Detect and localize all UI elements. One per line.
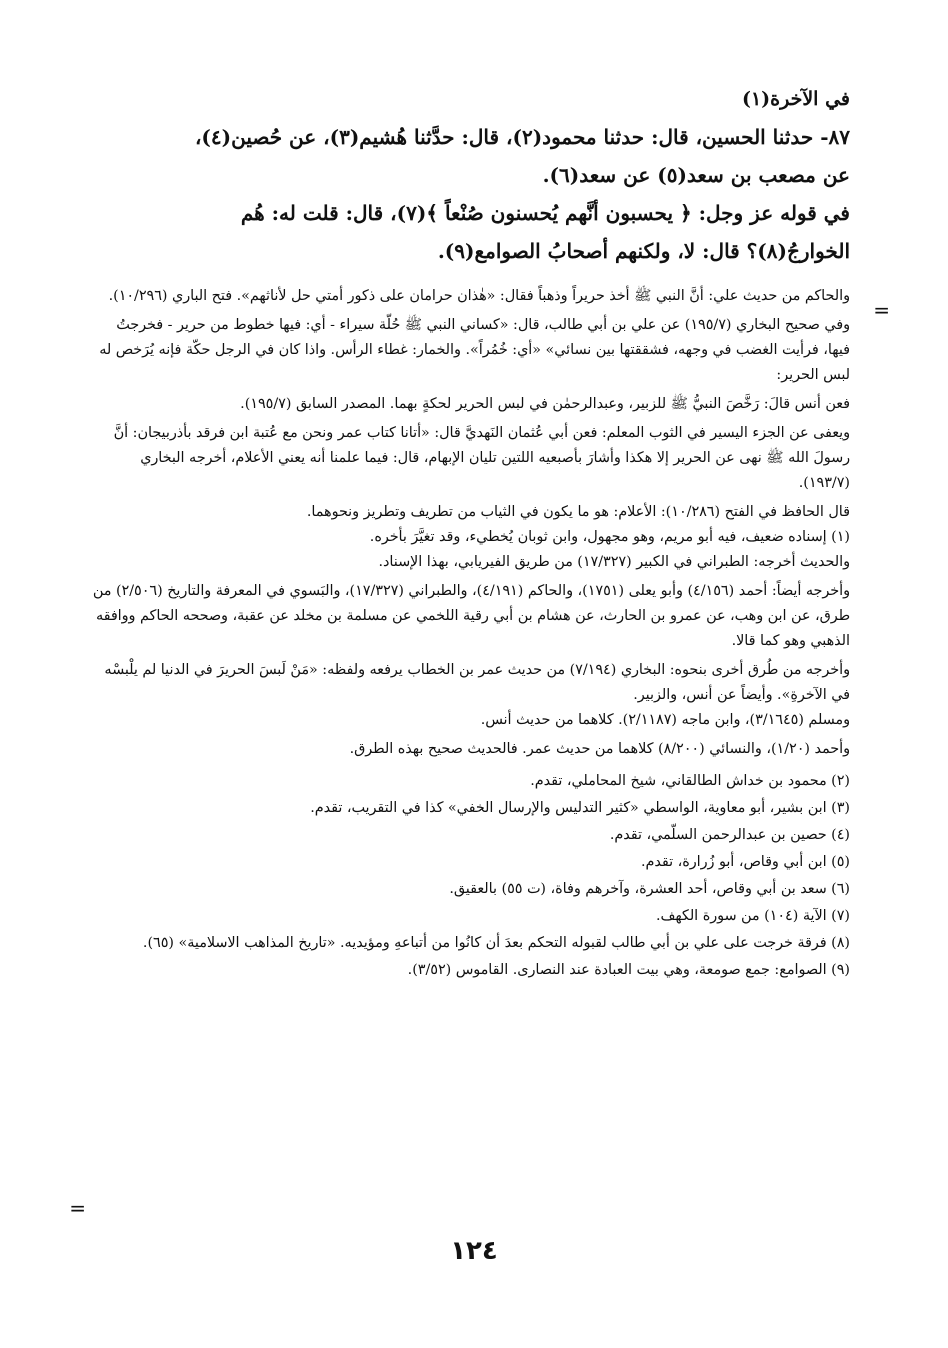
footnote-paragraph: وأخرجه من طُرق أخرى بنحوه: البخاري (٧/١٩٤) من حديث عمر بن الخطاب يرفعه ولفظه: «مَنْ لَبسَ الحريرَ في الدنيا لم يلْبسْه في الآخرةِ». وأيضاً عن أنس، والزبير. [104,662,850,703]
footnote-paragraph: وأخرجه أيضاً: أحمد (٤/١٥٦) وأبو يعلى (١٧٥١)، والحاكم (٤/١٩١)، والطبراني (١٧/٣٢٧)، والبَسوي في المعرفة والتاريخ (٢/٥٠٦) من طرق، عن ابن وهب، عن عمرو بن الحارث، عن هشام بن أبي رقية اللخمي عن مسلمة بن مخلد عن عقبة، وصححه الحاكم ووافقه الذهبي وهو كما قالا. [92,583,850,649]
note-item: (٩) الصوامع: جمع صومعة، وهي بيت العبادة عند النصارى. القاموس (٣/٥٢). [407,962,850,978]
hadith-line-3: في قوله عز وجل: ﴿ يحسبون أنَّهم يُحسنون صُنْعاً ﴾(٧)، قال: قلت له: هُم [240,201,850,225]
top-line: في الآخرة(١) [741,88,850,110]
note-item: (٣) ابن بشير، أبو معاوية، الواسطي «كثير التدليس والإرسال الخفي» كذا في التقريب، تقدم. [310,800,850,816]
footnote-paragraph: ويعفى عن الجزء اليسير في الثوب المعلم: فعن أبي عُثمان النَهديَّ قال: «أتانا كتاب عمر ونحن مع عُتبة ابن فرقد بأذربيجان: أنَّ رسولَ الله ﷺ نهى عن الحرير إلا هكذا وأشارَ بأصبعيه اللتين تليان الإبهام، قال: فيما علمنا أنه يعني الأعلام، أخرجه البخاري (١٩٣/٧). [113,425,850,491]
footnote-paragraph: قال الحافظ في الفتح (١٠/٢٨٦): الأعلام: هو ما يكون في الثياب من تطريف وتطريز ونحوهما. [306,504,850,520]
main-text-block [90,80,850,270]
footnote-paragraph: فعن أنس قالَ: رَخَّصَ النبيُّ ﷺ للزبير، وعبدالرحمٰن في لبس الحرير لحكةٍ بهما. المصدر السابق (١٩٥/٧). [240,396,850,412]
footnote-paragraph: (١) إسناده ضعيف، فيه أبو مريم، وهو مجهول، وابن ثوبان يُخطيء، وقد تغيَّرَ بأخره. [369,529,850,545]
footnote-paragraph: ومسلم (٣/١٦٤٥)، وابن ماجه (٢/١١٨٧). كلاهما من حديث أنس. [480,712,850,728]
note-item: (٦) سعد بن أبي وقاص، أحد العشرة، وآخرهم وفاة، (ت ٥٥) بالعقيق. [449,881,850,897]
hadith-line-2: عن مصعب بن سعد(٥) عن سعد(٦). [542,163,850,187]
footnote-continuation-mark-top: = [873,298,890,322]
hadith-line-1: ٨٧- حدثنا الحسين، قال: حدثنا محمود(٢)، قال: حدَّثنا هُشيم(٣)، عن حُصين(٤)، [194,125,850,149]
footnote-block [90,284,850,762]
note-item: (٤) حصين بن عبدالرحمن السلّمي، تقدم. [609,827,850,843]
note-item: (٧) الآية (١٠٤) من سورة الكهف. [656,908,850,924]
hadith-line-4: الخوارجُ(٨)؟ قال: لا، ولكنهم أصحابُ الصوامع(٩). [437,239,850,263]
footnote-paragraph: والحاكم من حديث علي: أنَّ النبي ﷺ أخذ حريراً وذهباً فقال: «هٰذان حرامان على ذكور أمتي حل لأناثهم». فتح الباري (١٠/٢٩٦). [108,288,850,304]
document-page [90,80,850,984]
footnote-continuation-mark-bottom: = [69,1196,86,1220]
note-item: (٢) محمود بن خداش الطالقاني، شيخ المحاملي، تقدم. [530,773,850,789]
note-item: (٥) ابن أبي وقاص، أبو زُرارة، تقدم. [640,854,850,870]
notes-list [90,768,850,984]
footnote-paragraph: وأحمد (١/٢٠)، والنسائي (٨/٢٠٠) كلاهما من حديث عمر. فالحديث صحيح بهذه الطرق. [349,741,850,757]
footnote-paragraph: والحديث أخرجه: الطبراني في الكبير (١٧/٣٢٧) من طريق الفيريابي، بهذا الإسناد. [378,554,850,570]
note-item: (٨) فرقة خرجت على علي بن أبي طالب لقبوله التحكم بعدَ أن كانُوا من أتباعهِ ومؤيديه. «تاريخ المذاهب الاسلامية» (٦٥). [142,935,850,951]
footnote-paragraph: وفي صحيح البخاري (١٩٥/٧) عن علي بن أبي طالب، قال: «كساني النبي ﷺ حُلّة سيراء - أي: فيها خطوط من حرير - فخرجتُ فيها، فرأيت الغضب في وجهه، فشققتها بين نسائي» «أي: خُمُراً». والخمار: غطاء الرأس. واذا كان في الرجل حكّة فإنه يُرَخص له لبس الحرير: [99,317,850,383]
page-number: ١٢٤ [450,1236,498,1266]
